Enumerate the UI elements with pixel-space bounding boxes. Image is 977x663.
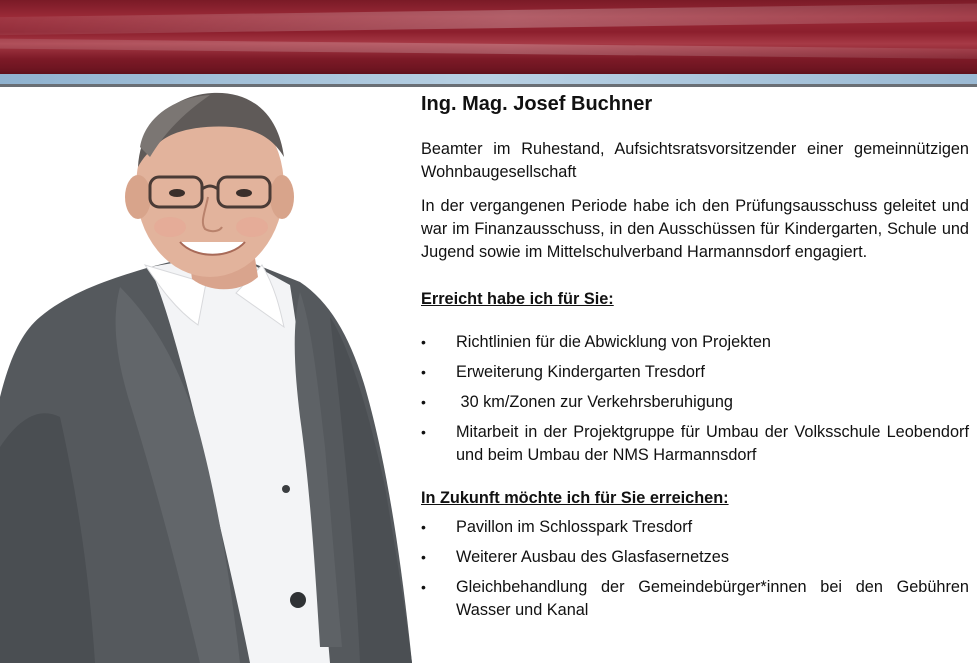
candidate-profile (421, 92, 969, 629)
bullet-icon: • (421, 549, 426, 565)
list-item-text: Pavillon im Schlosspark Tresdorf (456, 518, 693, 536)
list-item (421, 391, 969, 414)
banner-stripe (0, 38, 977, 60)
list-item-text: Mitarbeit in der Projektgruppe für Umbau der Volksschule Leobendorf und beim Umbau der NMS Harmannsdorf (456, 423, 969, 464)
future-heading: In Zukunft möchte ich für Sie erreichen: (421, 489, 729, 507)
occupation-text: Beamter im Ruhestand, Aufsichtsratsvorsitzender einer gemeinnützigen Wohnbaugesellschaft (421, 140, 969, 181)
bullet-icon: • (421, 364, 426, 380)
list-item (421, 516, 969, 539)
list-item-text: Gleichbehandlung der Gemeindebürger*innen bei den Gebühren Wasser und Kanal (456, 578, 969, 619)
list-item-text: Weiterer Ausbau des Glasfasernetzes (456, 548, 730, 566)
list-item (421, 576, 969, 622)
bullet-icon: • (421, 334, 426, 350)
candidate-portrait (0, 87, 415, 663)
future-list (421, 516, 969, 622)
list-item (421, 331, 969, 354)
header-banner (0, 0, 977, 84)
list-item-text: Richtlinien für die Abwicklung von Projekten (456, 333, 771, 351)
previous-period-text: In der vergangenen Periode habe ich den Prüfungsausschuss geleitet und war im Finanzausschuss, in den Ausschüssen für Kindergarten, Schule und Jugend sowie im Mittelschulverband Harmannsdorf engagiert. (421, 197, 969, 261)
candidate-name: Ing. Mag. Josef Buchner (421, 93, 653, 115)
banner-stripe (0, 2, 977, 35)
bullet-icon: • (421, 424, 426, 440)
achieved-heading: Erreicht habe ich für Sie: (421, 290, 614, 308)
achieved-list (421, 331, 969, 467)
list-item (421, 421, 969, 467)
bullet-icon: • (421, 394, 426, 410)
list-item (421, 361, 969, 384)
bullet-icon: • (421, 579, 426, 595)
bullet-icon: • (421, 519, 426, 535)
banner-blue-band (0, 74, 977, 84)
list-item-text: 30 km/Zonen zur Verkehrsberuhigung (456, 393, 733, 411)
list-item-text: Erweiterung Kindergarten Tresdorf (456, 363, 705, 381)
list-item (421, 546, 969, 569)
